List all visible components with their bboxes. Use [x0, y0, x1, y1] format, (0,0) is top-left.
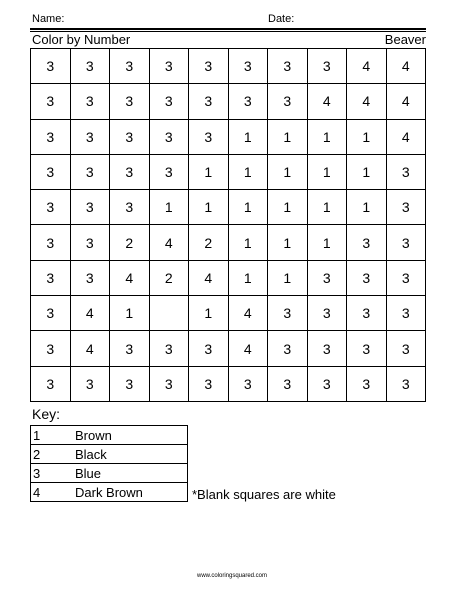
footer-url: www.coloringsquared.com — [196, 573, 268, 579]
grid-cell: 1 — [189, 296, 229, 331]
key-row — [31, 483, 188, 502]
grid-cell: 1 — [268, 260, 308, 295]
key-color: Black — [69, 445, 188, 464]
grid-cell: 1 — [347, 190, 387, 225]
grid-cell: 3 — [268, 296, 308, 331]
grid-cell: 3 — [110, 119, 150, 154]
grid-cell: 3 — [149, 49, 189, 84]
grid-cell: 3 — [189, 119, 229, 154]
grid-cell: 3 — [70, 84, 110, 119]
worksheet-title: Color by Number — [32, 32, 131, 47]
grid-cell: 3 — [189, 49, 229, 84]
grid-cell: 4 — [70, 331, 110, 366]
grid-cell: 1 — [347, 154, 387, 189]
grid-cell: 3 — [347, 225, 387, 260]
grid-cell: 4 — [307, 84, 347, 119]
blank-squares-note: *Blank squares are white — [192, 487, 336, 502]
grid-cell: 3 — [189, 331, 229, 366]
grid-cell: 3 — [70, 366, 110, 401]
grid-cell: 3 — [149, 119, 189, 154]
grid-cell: 2 — [149, 260, 189, 295]
grid-cell: 3 — [110, 49, 150, 84]
grid-row — [31, 366, 426, 401]
grid-cell: 3 — [149, 366, 189, 401]
key-number: 2 — [31, 445, 70, 464]
grid-cell: 3 — [110, 331, 150, 366]
grid-row — [31, 225, 426, 260]
grid-cell: 4 — [347, 84, 387, 119]
grid-cell: 4 — [228, 296, 268, 331]
grid-cell: 3 — [307, 366, 347, 401]
grid-cell: 3 — [70, 119, 110, 154]
key-row — [31, 464, 188, 483]
grid-cell: 3 — [31, 260, 71, 295]
grid-cell: 3 — [228, 84, 268, 119]
grid-cell: 4 — [189, 260, 229, 295]
grid-cell: 4 — [386, 49, 426, 84]
key-color: Brown — [69, 426, 188, 445]
grid-cell: 3 — [307, 260, 347, 295]
number-grid — [30, 48, 426, 402]
grid-cell: 3 — [347, 296, 387, 331]
grid-cell: 3 — [31, 49, 71, 84]
grid-cell: 4 — [228, 331, 268, 366]
grid-cell: 4 — [70, 296, 110, 331]
grid-cell: 1 — [347, 119, 387, 154]
grid-cell: 1 — [149, 190, 189, 225]
grid-cell: 2 — [189, 225, 229, 260]
grid-row — [31, 84, 426, 119]
grid-cell: 1 — [228, 119, 268, 154]
grid-cell: 3 — [386, 366, 426, 401]
grid-cell: 1 — [228, 225, 268, 260]
grid-cell: 3 — [268, 49, 308, 84]
grid-row — [31, 154, 426, 189]
grid-row — [31, 49, 426, 84]
grid-cell: 1 — [307, 225, 347, 260]
grid-cell: 3 — [228, 366, 268, 401]
grid-row — [31, 119, 426, 154]
grid-cell: 3 — [386, 225, 426, 260]
picture-name: Beaver — [384, 32, 426, 47]
grid-cell: 1 — [307, 119, 347, 154]
grid-row — [31, 331, 426, 366]
grid-row — [31, 296, 426, 331]
grid-cell: 3 — [31, 296, 71, 331]
header-rule-top — [30, 28, 426, 30]
grid-cell: 3 — [268, 366, 308, 401]
grid-cell: 3 — [110, 154, 150, 189]
color-key — [30, 425, 188, 502]
grid-cell: 2 — [110, 225, 150, 260]
grid-cell: 3 — [347, 366, 387, 401]
key-row — [31, 426, 188, 445]
grid-cell: 3 — [31, 225, 71, 260]
grid-cell: 3 — [110, 190, 150, 225]
grid-cell: 3 — [70, 260, 110, 295]
grid-cell: 3 — [386, 331, 426, 366]
grid-cell: 3 — [189, 366, 229, 401]
grid-row — [31, 260, 426, 295]
grid-cell: 3 — [268, 84, 308, 119]
grid-cell: 3 — [386, 260, 426, 295]
grid-cell: 3 — [70, 154, 110, 189]
grid-cell: 3 — [386, 296, 426, 331]
grid-cell: 3 — [31, 154, 71, 189]
date-label: Date: — [268, 13, 295, 25]
key-number: 3 — [31, 464, 70, 483]
grid-cell: 4 — [149, 225, 189, 260]
grid-cell: 3 — [189, 84, 229, 119]
grid-cell: 3 — [386, 190, 426, 225]
grid-cell: 3 — [31, 119, 71, 154]
grid-cell: 3 — [31, 190, 71, 225]
grid-cell: 3 — [110, 84, 150, 119]
grid-cell: 3 — [31, 331, 71, 366]
grid-cell: 3 — [31, 366, 71, 401]
grid-cell: 3 — [347, 260, 387, 295]
key-color: Blue — [69, 464, 188, 483]
key-number: 4 — [31, 483, 70, 502]
grid-cell: 3 — [307, 49, 347, 84]
name-label: Name: — [32, 13, 65, 25]
grid-cell: 1 — [307, 154, 347, 189]
grid-cell: 1 — [228, 260, 268, 295]
grid-cell: 4 — [347, 49, 387, 84]
grid-row — [31, 190, 426, 225]
grid-cell: 3 — [31, 84, 71, 119]
grid-cell: 1 — [110, 296, 150, 331]
key-number: 1 — [31, 426, 70, 445]
grid-cell: 1 — [189, 154, 229, 189]
grid-cell: 1 — [228, 190, 268, 225]
grid-cell: 3 — [268, 331, 308, 366]
grid-cell: 1 — [268, 119, 308, 154]
grid-cell: 1 — [228, 154, 268, 189]
grid-cell: 3 — [110, 366, 150, 401]
grid-cell: 4 — [386, 84, 426, 119]
key-row — [31, 445, 188, 464]
grid-cell: 4 — [110, 260, 150, 295]
grid-cell: 3 — [307, 296, 347, 331]
grid-cell: 1 — [268, 154, 308, 189]
grid-cell: 3 — [307, 331, 347, 366]
grid-cell: 3 — [70, 225, 110, 260]
key-label: Key: — [32, 406, 61, 422]
key-color: Dark Brown — [69, 483, 188, 502]
grid-cell: 1 — [307, 190, 347, 225]
grid-cell: 4 — [386, 119, 426, 154]
grid-cell: 3 — [70, 49, 110, 84]
grid-cell: 3 — [149, 331, 189, 366]
grid-cell: 1 — [268, 190, 308, 225]
grid-cell: 3 — [149, 154, 189, 189]
grid-cell: 3 — [347, 331, 387, 366]
grid-cell: 3 — [386, 154, 426, 189]
grid-cell: 3 — [228, 49, 268, 84]
grid-cell — [149, 296, 189, 331]
grid-cell: 3 — [149, 84, 189, 119]
grid-cell: 3 — [70, 190, 110, 225]
grid-cell: 1 — [189, 190, 229, 225]
grid-cell: 1 — [268, 225, 308, 260]
